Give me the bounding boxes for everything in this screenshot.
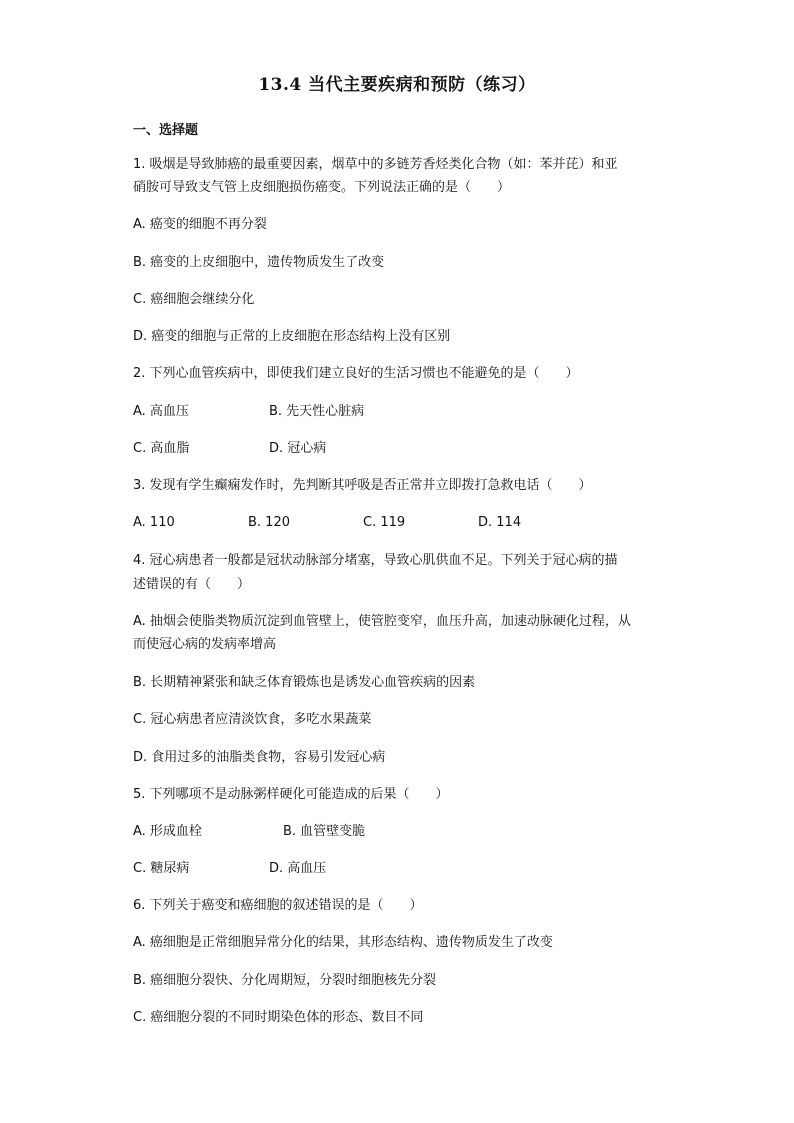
question-6-option-a: A. 癌细胞是正常细胞异常分化的结果，其形态结构、遗传物质发生了改变 [133,935,553,950]
question-4-option-b: B. 长期精神紧张和缺乏体育锻炼也是诱发心血管疾病的因素 [133,675,476,690]
question-3-option-a: A. 110 [133,515,175,530]
question-6-option-c: C. 癌细胞分裂的不同时期染色体的形态、数目不同 [133,1010,424,1025]
question-5-stem: 5. 下列哪项不是动脉粥样硬化可能造成的后果（ ） [133,787,449,802]
question-4-option-a-line-2: 而使冠心病的发病率增高 [133,637,277,652]
question-6-option-b: B. 癌细胞分裂快、分化周期短，分裂时细胞核先分裂 [133,973,437,988]
question-1-option-a: A. 癌变的细胞不再分裂 [133,217,267,232]
question-2-option-b: B. 先天性心脏病 [269,404,365,419]
question-5-option-b: B. 血管壁变脆 [283,824,366,839]
question-3-option-b: B. 120 [248,515,290,530]
question-6-stem: 6. 下列关于癌变和癌细胞的叙述错误的是（ ） [133,898,423,913]
question-2-option-a: A. 高血压 [133,404,189,419]
page-title: 13.4 当代主要疾病和预防（练习） [258,75,536,95]
question-4-option-a-line-1: A. 抽烟会使脂类物质沉淀到血管壁上，使管腔变窄，血压升高，加速动脉硬化过程，从 [133,614,631,629]
question-2-option-d: D. 冠心病 [269,441,327,456]
question-3-option-c: C. 119 [363,515,406,530]
question-5-option-a: A. 形成血栓 [133,824,202,839]
question-4-stem-line-1: 4. 冠心病患者一般都是冠状动脉部分堵塞，导致心肌供血不足。下列关于冠心病的描 [133,553,618,568]
question-4-stem-line-2: 述错误的有（ ） [133,577,251,592]
question-1-option-b: B. 癌变的上皮细胞中，遗传物质发生了改变 [133,255,385,270]
question-2-stem: 2. 下列心血管疾病中，即使我们建立良好的生活习惯也不能避免的是（ ） [133,366,579,381]
question-1-stem-line-1: 1. 吸烟是导致肺癌的最重要因素，烟草中的多链芳香烃类化合物（如：苯并芘）和亚 [133,157,618,172]
question-3-stem: 3. 发现有学生癫痫发作时，先判断其呼吸是否正常并立即拨打急救电话（ ） [133,478,592,493]
question-2-option-c: C. 高血脂 [133,441,190,456]
question-4-option-d: D. 食用过多的油脂类食物，容易引发冠心病 [133,750,386,765]
question-5-option-d: D. 高血压 [269,861,327,876]
section-heading: 一、选择题 [133,123,199,138]
question-4-option-c: C. 冠心病患者应清淡饮食，多吃水果蔬菜 [133,712,372,727]
question-1-option-d: D. 癌变的细胞与正常的上皮细胞在形态结构上没有区别 [133,329,451,344]
question-5-option-c: C. 糖尿病 [133,861,190,876]
question-1-stem-line-2: 硝胺可导致支气管上皮细胞损伤癌变。下列说法正确的是（ ） [133,180,511,195]
question-1-option-c: C. 癌细胞会继续分化 [133,292,255,307]
question-3-option-d: D. 114 [478,515,522,530]
